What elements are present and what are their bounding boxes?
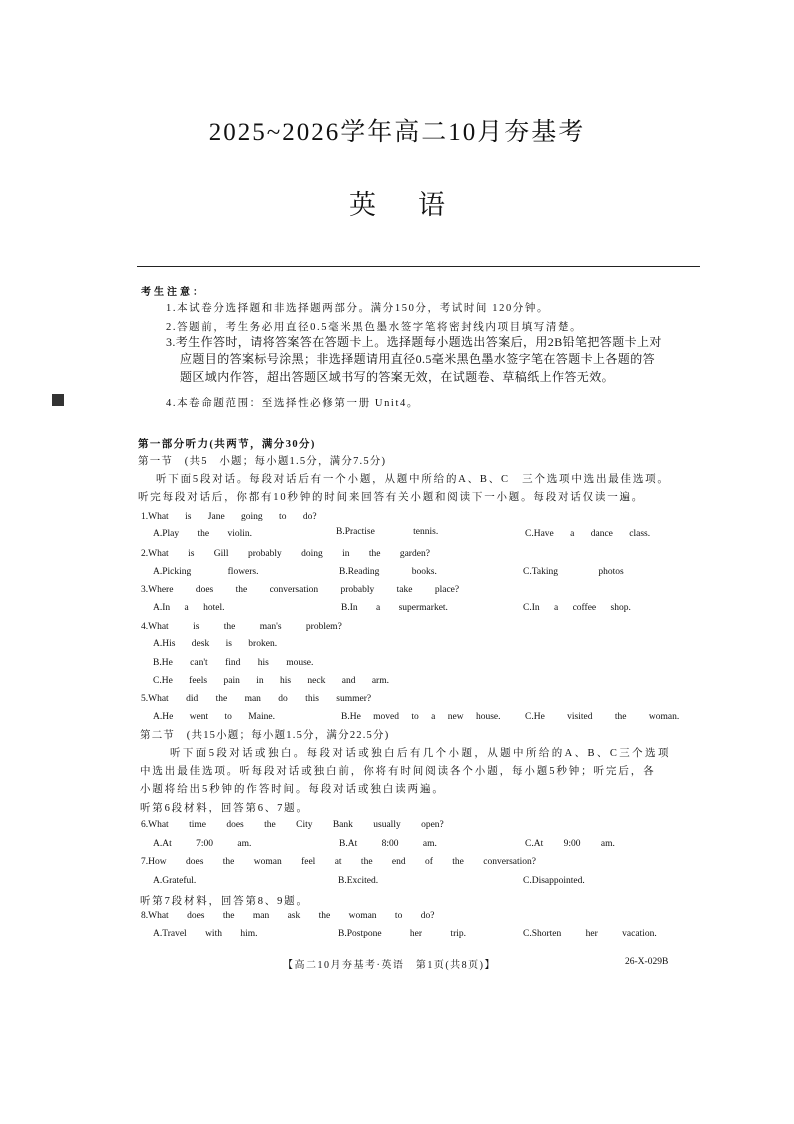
question-7-stem: 7.How does the woman feel at the end of the conversation? xyxy=(141,857,537,867)
question-6-option-a: A.At 7:00 am. xyxy=(153,839,252,849)
question-5-option-a: A.He went to Maine. xyxy=(153,712,275,722)
question-8-stem: 8.What does the man ask the woman to do? xyxy=(141,911,435,921)
page-footer-label: 【高二10月夯基考·英语 第1页(共8页)】 xyxy=(283,960,496,971)
question-7-option-a: A.Grateful. xyxy=(153,876,197,886)
notice-item-3-cont2: 题区域内作答，超出答题区域书写的答案无效，在试题卷、草稿纸上作答无效。 xyxy=(180,370,615,384)
paper-code: 26-X-029B xyxy=(625,957,669,967)
question-4-stem: 4.What is the man's problem? xyxy=(141,622,342,632)
notice-item-4: 4.本卷命题范围：至选择性必修第一册 Unit4。 xyxy=(166,398,419,409)
section2-heading: 第二节 (共15小题；每小题1.5分，满分22.5分) xyxy=(140,730,390,741)
question-4-option-a: A.His desk is broken. xyxy=(153,639,278,649)
question-8-option-c: C.Shorten her vacation. xyxy=(523,929,657,939)
header-divider xyxy=(137,266,700,267)
question-7-option-c: C.Disappointed. xyxy=(523,876,585,886)
question-5-option-c: C.He visited the woman. xyxy=(525,712,680,722)
section1-heading: 第一节 (共5 小题；每小题1.5分，满分7.5分) xyxy=(138,456,387,467)
question-8-option-a: A.Travel with him. xyxy=(153,929,258,939)
notice-item-3-cont: 应题目的答案标号涂黑；非选择题请用直径0.5毫米黑色墨水签字笔在答题卡上各题的答 xyxy=(180,352,656,366)
question-5-option-b: B.He moved to a new house. xyxy=(341,712,501,722)
notice-heading: 考生注意： xyxy=(141,287,206,298)
question-4-option-c: C.He feels pain in his neck and arm. xyxy=(153,676,389,686)
question-1-stem: 1.What is Jane going to do? xyxy=(141,512,317,522)
section2-instruction-2: 中选出最佳选项。听每段对话或独白前，你将有时间阅读各个小题，每小题5秒钟；听完后，各 xyxy=(140,766,656,777)
question-3-option-c: C.In a coffee shop. xyxy=(523,603,631,613)
question-2-option-b: B.Reading books. xyxy=(339,567,437,577)
material-6-note: 听第6段材料，回答第6、7题。 xyxy=(140,803,309,814)
question-2-option-c: C.Taking photos xyxy=(523,567,624,577)
part1-heading: 第一部分听力(共两节，满分30分) xyxy=(138,439,316,450)
question-3-stem: 3.Where does the conversation probably take place? xyxy=(141,585,460,595)
question-3-option-b: B.In a supermarket. xyxy=(341,603,448,613)
question-2-option-a: A.Picking flowers. xyxy=(153,567,259,577)
question-1-option-c: C.Have a dance class. xyxy=(525,529,651,539)
notice-item-1: 1.本试卷分选择题和非选择题两部分。满分150分，考试时间 120分钟。 xyxy=(166,303,550,314)
question-6-option-b: B.At 8:00 am. xyxy=(339,839,437,849)
binding-margin-mark xyxy=(52,394,64,406)
question-3-option-a: A.In a hotel. xyxy=(153,603,225,613)
notice-item-3: 3.考生作答时，请将答案答在答题卡上。选择题每小题选出答案后，用2B铅笔把答题卡上对 xyxy=(166,335,662,349)
question-2-stem: 2.What is Gill probably doing in the garden? xyxy=(141,549,430,559)
subject-title: 英语 xyxy=(349,190,487,220)
question-7-option-b: B.Excited. xyxy=(338,876,379,886)
question-5-stem: 5.What did the man do this summer? xyxy=(141,694,372,704)
section1-instruction-2: 听完每段对话后，你都有10秒钟的时间来回答有关小题和阅读下一小题。每段对话仅读一遍。 xyxy=(138,492,645,503)
question-8-option-b: B.Postpone her trip. xyxy=(338,929,466,939)
section2-instruction-1: 听下面5段对话或独白。每段对话或独白后有几个小题，从题中所给的A、B、C三个选项 xyxy=(170,748,671,759)
exam-title: 2025~2026学年高二10月夯基考 xyxy=(208,119,586,146)
question-1-option-b: B.Practise tennis. xyxy=(336,527,439,537)
question-6-option-c: C.At 9:00 am. xyxy=(525,839,615,849)
section1-instruction-1: 听下面5段对话。每段对话后有一个小题，从题中所给的A、B、C 三个选项中选出最佳选项。 xyxy=(156,474,670,485)
material-7-note: 听第7段材料，回答第8、9题。 xyxy=(140,896,309,907)
notice-item-2: 2.答题前，考生务必用直径0.5毫米黑色墨水签字笔将密封线内项目填写清楚。 xyxy=(166,322,583,333)
question-6-stem: 6.What time does the City Bank usually open? xyxy=(141,820,444,830)
question-1-option-a: A.Play the violin. xyxy=(153,529,253,539)
question-4-option-b: B.He can't find his mouse. xyxy=(153,658,314,668)
section2-instruction-3: 小题将给出5秒钟的作答时间。每段对话或独白读两遍。 xyxy=(140,784,445,795)
